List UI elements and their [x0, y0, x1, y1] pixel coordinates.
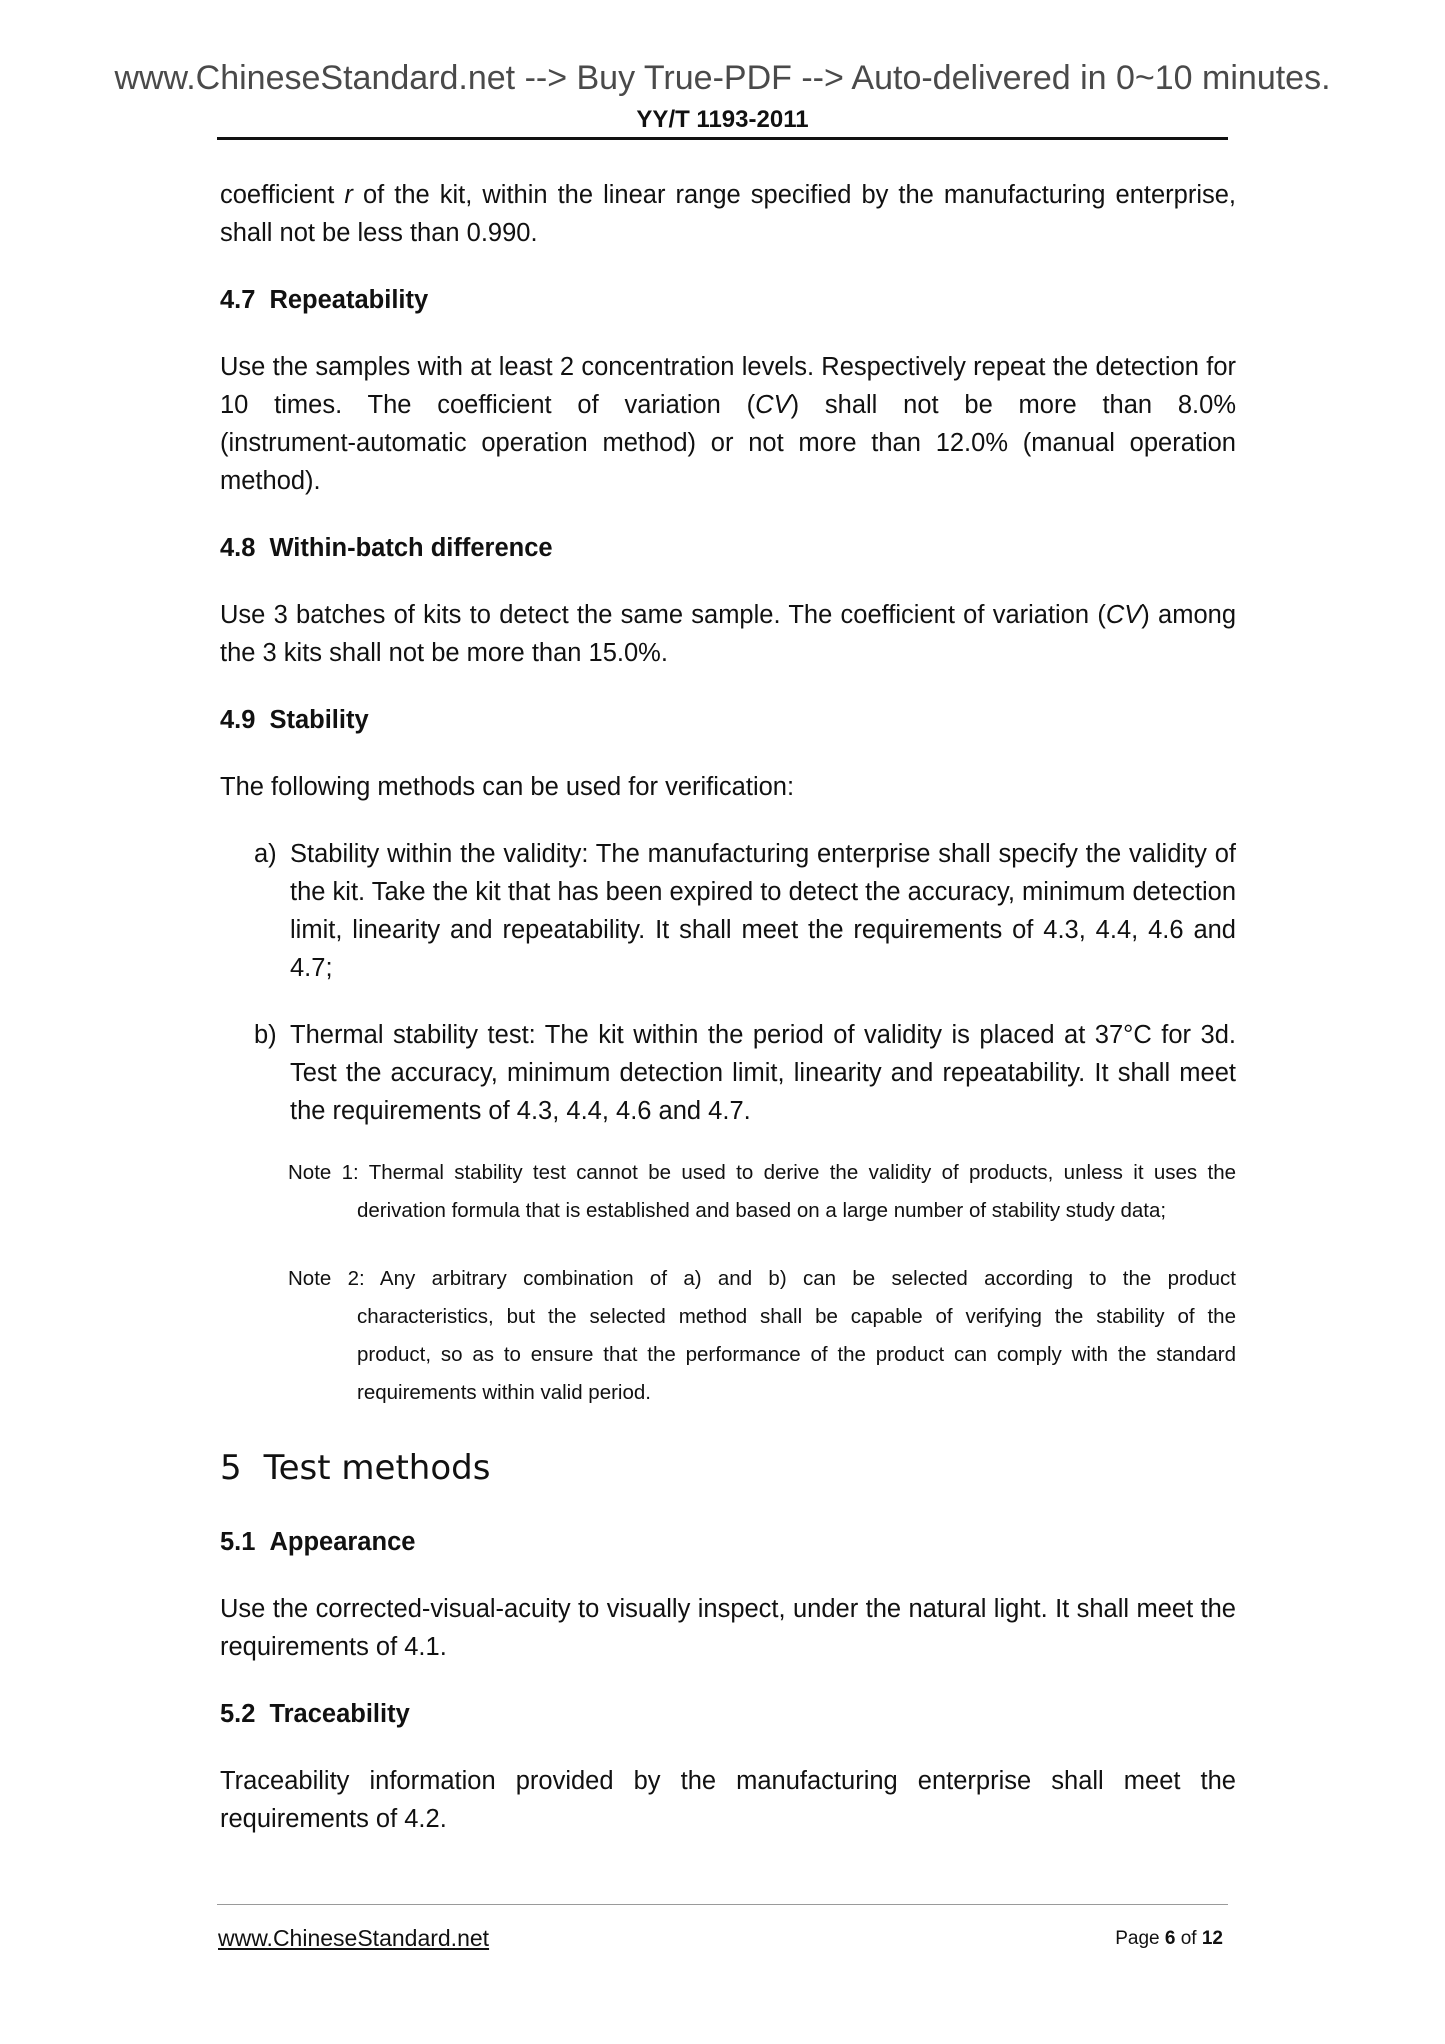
note-2-line-2: characteristics, but the selected method shall be capable of verifying the stability of the: [357, 1305, 1236, 1328]
item-b-line-3: the requirements of 4.3, 4.4, 4.6 and 4.7.: [290, 1097, 751, 1125]
intro-variable: r: [344, 181, 353, 209]
p49-lead: The following methods can be used for verification:: [220, 773, 795, 801]
intro-line1-rest: of the kit, within the linear range specified by the manufacturing enterprise,: [352, 181, 1237, 209]
heading-5: [220, 1446, 1236, 1490]
item-a-line-3: limit, linearity and repeatability. It shall meet the requirements of 4.3, 4.4, 4.6 and: [290, 916, 1236, 944]
p51-line-1: Use the corrected-visual-acuity to visually inspect, under the natural light. It shall meet the: [220, 1595, 1236, 1623]
heading-title: Appearance: [269, 1528, 416, 1556]
p47-line-1: Use the samples with at least 2 concentration levels. Respectively repeat the detection for: [220, 353, 1236, 381]
standard-code: YY/T 1193-2011: [636, 106, 809, 133]
item-b-line-1: Thermal stability test: The kit within the period of validity is placed at 37°C for 3d.: [290, 1021, 1236, 1049]
list-marker: b): [254, 1021, 277, 1049]
p47-line2-a: 10 times. The coefficient of variation (: [220, 391, 756, 419]
paragraph-5-2: [220, 1762, 1236, 1838]
footer-link[interactable]: www.ChineseStandard.net: [218, 1925, 490, 1951]
p48-line-1: [220, 596, 1236, 634]
p48-line1-b: ) among: [1141, 601, 1237, 629]
heading-5-2: [220, 1695, 1236, 1733]
note-2: [288, 1260, 1236, 1412]
heading-number: 5.1: [220, 1528, 256, 1556]
paragraph-4-8: [220, 596, 1236, 672]
paragraph-4-7: [220, 348, 1236, 500]
heading-4-8: [220, 529, 1236, 567]
header-divider: [217, 137, 1228, 140]
list-item-a: [254, 835, 1236, 987]
p48-line-2: the 3 kits shall not be more than 15.0%.: [220, 639, 668, 667]
heading-title: Test methods: [263, 1448, 491, 1488]
intro-line-2: shall not be less than 0.990.: [220, 219, 538, 247]
item-b-line-2: Test the accuracy, minimum detection limit, linearity and repeatability. It shall meet: [290, 1059, 1236, 1087]
heading-number: 5.2: [220, 1700, 256, 1728]
page-of: of: [1180, 1928, 1197, 1949]
heading-title: Stability: [269, 706, 369, 734]
heading-title: Within-batch difference: [269, 534, 553, 562]
heading-title: Traceability: [269, 1700, 410, 1728]
item-a-line-2: the kit. Take the kit that has been expired to detect the accuracy, minimum detection: [290, 878, 1236, 906]
p51-line-2: requirements of 4.1.: [220, 1633, 447, 1661]
page-content: [220, 176, 1236, 1838]
note-2-line-4: requirements within valid period.: [357, 1381, 651, 1404]
note-1: [288, 1154, 1236, 1230]
p47-line-2: [220, 386, 1236, 424]
note-2-line-1: Note 2: Any arbitrary combination of a) and b) can be selected according to the product: [288, 1267, 1236, 1290]
heading-number: 4.9: [220, 706, 256, 734]
item-a-line-4: 4.7;: [290, 954, 333, 982]
list-text: [290, 1016, 1236, 1130]
p47-line-3: (instrument-automatic operation method) or not more than 12.0% (manual operation: [220, 429, 1236, 457]
heading-4-9: [220, 701, 1236, 739]
heading-title: Repeatability: [269, 286, 429, 314]
paragraph-5-1: [220, 1590, 1236, 1666]
note-2-line-3: product, so as to ensure that the performance of the product can comply with the standard: [357, 1343, 1236, 1366]
p47-line-4: method).: [220, 467, 321, 495]
list-marker: a): [254, 840, 277, 868]
p47-line2-b: ) shall not be more than 8.0%: [790, 391, 1236, 419]
p52-line-2: requirements of 4.2.: [220, 1805, 447, 1833]
footer-divider: [217, 1904, 1228, 1905]
intro-prefix: coefficient: [220, 181, 345, 209]
list-text: [290, 835, 1236, 987]
heading-5-1: [220, 1523, 1236, 1561]
note-1-line-1: Note 1: Thermal stability test cannot be used to derive the validity of products, unless it uses the: [288, 1161, 1236, 1184]
banner-text: www.ChineseStandard.net --> Buy True-PDF --> Auto-delivered in 0~10 minutes.: [114, 59, 1331, 97]
list-item-b: [254, 1016, 1236, 1130]
heading-number: 4.8: [220, 534, 256, 562]
page-number: [1115, 1925, 1223, 1953]
cv-abbrev: CV: [1105, 601, 1142, 629]
cv-abbrev: CV: [755, 391, 791, 419]
item-a-line-1: Stability within the validity: The manufacturing enterprise shall specify the validity of: [290, 840, 1236, 868]
p48-line1-a: Use 3 batches of kits to detect the same sample. The coefficient of variation (: [220, 601, 1106, 629]
heading-number: 5: [220, 1448, 242, 1488]
page-current: 6: [1164, 1928, 1176, 1949]
heading-4-7: [220, 281, 1236, 319]
intro-line-1: [220, 176, 1236, 214]
heading-number: 4.7: [220, 286, 256, 314]
page-total: 12: [1201, 1928, 1223, 1949]
page-label: Page: [1115, 1928, 1160, 1949]
note-1-line-2: derivation formula that is established and based on a large number of stability study data;: [357, 1199, 1167, 1222]
p52-line-1: Traceability information provided by the manufacturing enterprise shall meet the: [220, 1767, 1236, 1795]
